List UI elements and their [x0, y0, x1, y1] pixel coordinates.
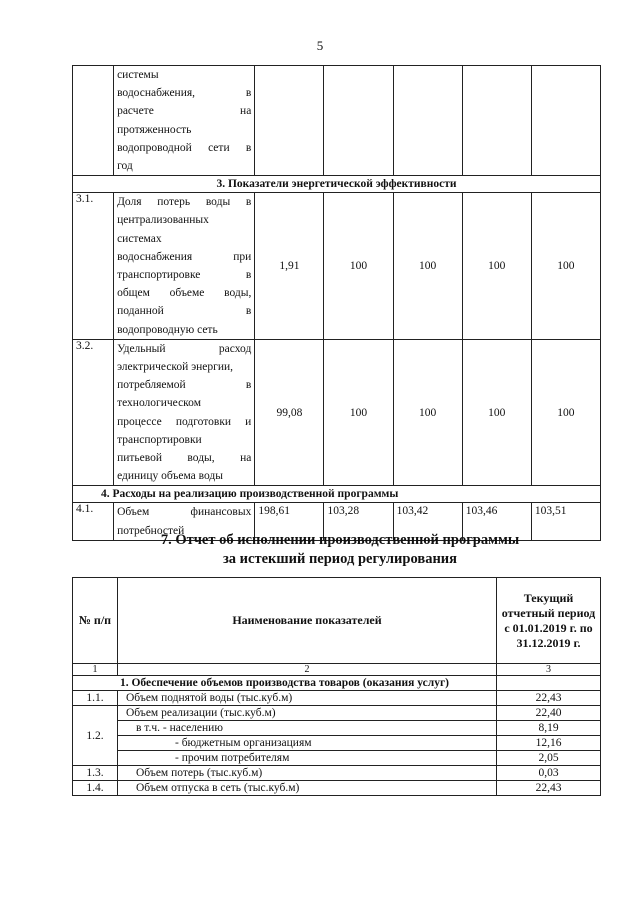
program-report-table	[72, 577, 601, 796]
indicator-name: - прочим потребителям	[118, 751, 497, 766]
indicator-value: 2,05	[497, 751, 601, 766]
performance-indicators-table	[72, 65, 601, 541]
section-header-row	[73, 676, 601, 691]
indicator-name: - бюджетным организациям	[118, 736, 497, 751]
column-index: 3	[497, 664, 601, 676]
indicator-value: 22,43	[497, 691, 601, 706]
row-number: 1.1.	[73, 691, 118, 706]
value-cell: 1,91	[255, 193, 324, 340]
value-cell: 103,46	[462, 503, 531, 540]
row-number: 3.2.	[73, 339, 114, 486]
column-index-row	[73, 664, 601, 676]
row-number: 4.1.	[73, 503, 114, 540]
value-cell: 100	[462, 339, 531, 486]
indicator-name: Доля потерь воды в централизованных системах водоснабжения при транспортировке в общем объеме воды, поданной в водопроводную сеть	[114, 193, 255, 340]
value-cell: 100	[531, 339, 600, 486]
table-row	[73, 339, 601, 486]
table-row	[73, 751, 601, 766]
header-row	[73, 578, 601, 664]
indicator-value: 12,16	[497, 736, 601, 751]
table-row	[73, 706, 601, 721]
section-4-title: 4. Расходы на реализацию производственной программы	[73, 486, 532, 503]
value-cell: 99,08	[255, 339, 324, 486]
table-row	[73, 736, 601, 751]
indicator-name-cell: системы водоснабжения, в расчете на протяженность водопроводной сети в год	[114, 66, 255, 176]
section-header-row	[73, 176, 601, 193]
value-cell: 100	[531, 193, 600, 340]
value-cell	[324, 66, 393, 176]
table-row	[73, 781, 601, 796]
row-number: 1.2.	[73, 706, 118, 766]
indicator-value: 22,43	[497, 781, 601, 796]
report-heading-line-2: за истекший период регулирования	[222, 551, 458, 567]
value-cell: 100	[324, 339, 393, 486]
value-cell: 100	[462, 193, 531, 340]
value-cell: 198,61	[255, 503, 324, 540]
page-number: 5	[316, 38, 324, 53]
indicator-value: 8,19	[497, 721, 601, 736]
indicator-name: Объем поднятой воды (тыс.куб.м)	[118, 691, 497, 706]
value-cell	[255, 66, 324, 176]
indicator-name: Объем реализации (тыс.куб.м)	[118, 706, 497, 721]
value-cell: 103,42	[393, 503, 462, 540]
section-header-row	[73, 486, 601, 503]
value-cell: 103,28	[324, 503, 393, 540]
value-cell: 100	[324, 193, 393, 340]
row-number: 1.3.	[73, 766, 118, 781]
column-header-name: Наименование показателей	[118, 578, 497, 664]
value-cell: 103,51	[531, 503, 600, 540]
indicator-name: в т.ч. - населению	[118, 721, 497, 736]
empty-cell	[531, 486, 600, 503]
row-number: 1.4.	[73, 781, 118, 796]
indicator-name: Удельный расход электрической энергии, потребляемой в технологическом процессе подготовки и транспортировки питьевой воды, на единицу объема воды	[114, 339, 255, 486]
value-cell: 100	[393, 193, 462, 340]
value-cell	[462, 66, 531, 176]
row-number-cell	[73, 66, 114, 176]
section-1-title: 1. Обеспечение объемов производства товаров (оказания услуг)	[73, 676, 497, 691]
indicator-value: 0,03	[497, 766, 601, 781]
table-row	[73, 66, 601, 176]
report-heading-line-1: 7. Отчет об исполнении производственной программы	[160, 532, 520, 548]
empty-cell	[497, 676, 601, 691]
indicator-name: Объем финансовых потребностей	[114, 503, 255, 540]
value-cell	[531, 66, 600, 176]
indicator-name: Объем отпуска в сеть (тыс.куб.м)	[118, 781, 497, 796]
table-row	[73, 721, 601, 736]
column-header-number: № п/п	[73, 578, 118, 664]
table-row	[73, 766, 601, 781]
value-cell	[393, 66, 462, 176]
column-header-period: Текущий отчетный период с 01.01.2019 г. по 31.12.2019 г.	[497, 578, 601, 664]
indicator-value: 22,40	[497, 706, 601, 721]
section-3-title: 3. Показатели энергетической эффективности	[73, 176, 601, 193]
column-index: 2	[118, 664, 497, 676]
indicator-name: Объем потерь (тыс.куб.м)	[118, 766, 497, 781]
column-index: 1	[73, 664, 118, 676]
value-cell: 100	[393, 339, 462, 486]
row-number: 3.1.	[73, 193, 114, 340]
table-row	[73, 193, 601, 340]
table-row	[73, 691, 601, 706]
